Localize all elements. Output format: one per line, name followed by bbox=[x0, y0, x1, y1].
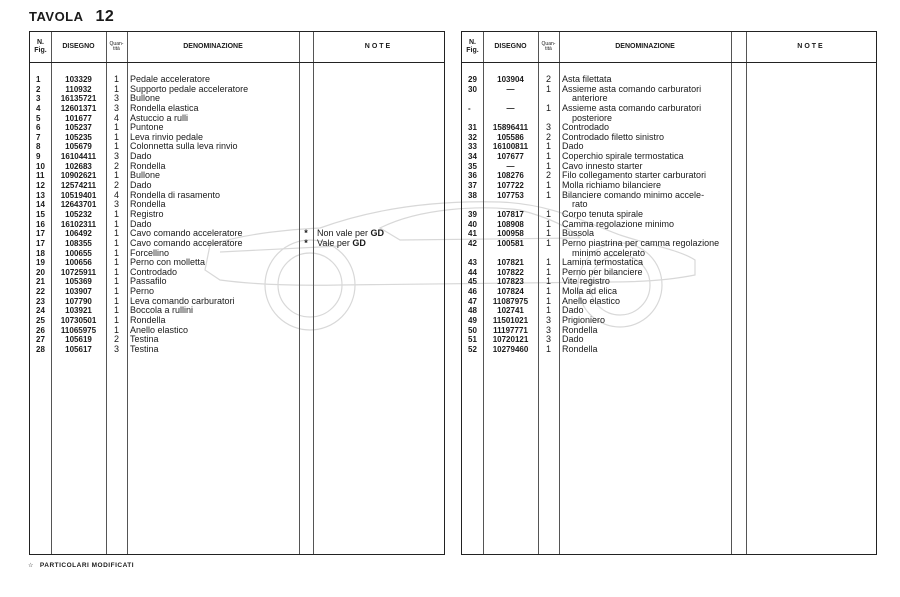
fig-cell: 30 bbox=[468, 84, 477, 94]
title-number: 12 bbox=[95, 8, 115, 25]
footer-legend bbox=[28, 562, 134, 569]
fig-cell: 41 bbox=[468, 229, 477, 239]
disegno-cell: 107822 bbox=[497, 267, 524, 277]
disegno-cell: 105235 bbox=[65, 132, 92, 142]
fig-cell: 32 bbox=[468, 132, 477, 142]
quantity-cell: 1 bbox=[545, 343, 551, 354]
disegno-cell: — bbox=[506, 103, 515, 113]
denominazione-cell: Rondella bbox=[130, 315, 166, 326]
disegno-cell: 108276 bbox=[497, 171, 524, 181]
denominazione-cell: Bullone bbox=[130, 170, 161, 181]
disegno-cell: 102683 bbox=[65, 161, 92, 171]
fig-cell: 1 bbox=[36, 75, 41, 84]
denominazione-cell: Dado bbox=[130, 151, 152, 162]
fig-cell: 33 bbox=[468, 142, 477, 152]
quantity-cell: 2 bbox=[545, 74, 551, 84]
header-note: NOTE bbox=[797, 43, 825, 50]
denominazione-cell: Dado bbox=[562, 141, 584, 152]
denominazione-cell: Perno piastrina per camma regolazione bbox=[562, 237, 720, 248]
quantity-cell: 1 bbox=[545, 276, 551, 287]
fig-cell: 17 bbox=[36, 238, 45, 248]
denominazione-cell: Corpo tenuta spirale bbox=[562, 208, 644, 219]
disegno-cell: 107817 bbox=[497, 209, 524, 219]
table-row bbox=[30, 114, 444, 124]
fig-cell: 15 bbox=[36, 209, 45, 219]
quantity-cell: 2 bbox=[113, 160, 119, 171]
quantity-cell: 1 bbox=[545, 180, 551, 191]
table-row bbox=[30, 210, 444, 220]
disegno-cell: 12601371 bbox=[60, 103, 97, 113]
fig-cell: 17 bbox=[36, 229, 45, 239]
table-row bbox=[30, 249, 444, 259]
denominazione-cell: Puntone bbox=[130, 122, 164, 133]
denominazione-cell: Cavo innesto starter bbox=[562, 160, 643, 171]
fig-cell: 24 bbox=[36, 306, 45, 316]
table-row bbox=[30, 287, 444, 297]
footer-text: PARTICOLARI MODIFICATI bbox=[39, 562, 135, 569]
quantity-cell: 1 bbox=[113, 218, 119, 229]
table-row bbox=[462, 258, 876, 268]
quantity-cell: 3 bbox=[545, 324, 551, 335]
table-row bbox=[462, 85, 876, 95]
table-row bbox=[30, 94, 444, 104]
denominazione-cell: Colonnetta sulla leva rinvio bbox=[130, 141, 238, 152]
quantity-cell: 1 bbox=[113, 266, 119, 277]
rows-left bbox=[30, 75, 444, 355]
denominazione-cell: Rondella bbox=[130, 199, 166, 210]
fig-cell: 7 bbox=[36, 132, 41, 142]
quantity-cell: 1 bbox=[545, 141, 551, 152]
star-icon: ☆ bbox=[28, 563, 34, 569]
denominazione-cell: Cavo comando acceleratore bbox=[130, 228, 243, 239]
fig-cell: 51 bbox=[468, 335, 477, 345]
table-row bbox=[30, 258, 444, 268]
disegno-cell: 107790 bbox=[65, 296, 92, 306]
disegno-cell: 102741 bbox=[497, 306, 524, 316]
table-row bbox=[462, 277, 876, 287]
quantity-cell: 1 bbox=[113, 295, 119, 306]
header-denominazione: DENOMINAZIONE bbox=[183, 43, 243, 50]
denominazione-cell: Rondella bbox=[130, 160, 166, 171]
fig-cell: 10 bbox=[36, 161, 45, 171]
fig-cell: 5 bbox=[36, 113, 41, 123]
disegno-cell: 107753 bbox=[497, 190, 524, 200]
quantity-cell: 1 bbox=[113, 324, 119, 335]
quantity-cell: 1 bbox=[113, 315, 119, 326]
denominazione-cell: Coperchio spirale termostatica bbox=[562, 151, 684, 162]
fig-cell: 18 bbox=[36, 248, 45, 258]
denominazione-cell: rato bbox=[572, 199, 588, 210]
fig-cell: 47 bbox=[468, 296, 477, 306]
disegno-cell: 11197771 bbox=[493, 325, 528, 335]
denominazione-cell: Assieme asta comando carburatori bbox=[562, 83, 702, 94]
fig-cell: 23 bbox=[36, 296, 45, 306]
disegno-cell: 16100811 bbox=[492, 142, 529, 152]
denominazione-cell: Perno con molletta bbox=[130, 257, 206, 268]
table-row bbox=[30, 268, 444, 278]
fig-cell: 14 bbox=[36, 200, 45, 210]
table-row bbox=[30, 181, 444, 191]
disegno-cell: 107823 bbox=[497, 277, 524, 287]
fig-cell: 48 bbox=[468, 306, 477, 316]
disegno-cell: 103921 bbox=[65, 306, 92, 316]
denominazione-cell: Dado bbox=[130, 218, 152, 229]
disegno-cell: — bbox=[506, 84, 515, 94]
table-row bbox=[30, 335, 444, 345]
table-row bbox=[462, 239, 876, 249]
quantity-cell: 4 bbox=[113, 112, 119, 123]
table-row bbox=[462, 220, 876, 230]
disegno-cell: 108355 bbox=[65, 238, 92, 248]
header-fig: N. Fig. bbox=[466, 39, 479, 54]
denominazione-cell: Boccola a rullini bbox=[130, 305, 194, 316]
disegno-cell: 108908 bbox=[497, 219, 524, 229]
denominazione-cell: Rondella di rasamento bbox=[130, 189, 221, 200]
denominazione-cell: Vite registro bbox=[562, 276, 610, 287]
quantity-cell: 3 bbox=[545, 122, 551, 133]
fig-cell: 20 bbox=[36, 267, 45, 277]
fig-cell: 34 bbox=[468, 152, 477, 162]
quantity-cell: 1 bbox=[545, 295, 551, 306]
table-row bbox=[462, 123, 876, 133]
quantity-cell: 3 bbox=[113, 343, 119, 354]
denominazione-cell: Molla richiamo bilanciere bbox=[562, 180, 662, 191]
fig-cell: 49 bbox=[468, 316, 477, 326]
table-row bbox=[30, 123, 444, 133]
fig-cell: 52 bbox=[468, 344, 477, 354]
denominazione-cell: Filo collegamento starter carburatori bbox=[562, 170, 707, 181]
disegno-cell: 11087975 bbox=[492, 296, 529, 306]
denominazione-cell: Bilanciere comando minimo accele- bbox=[562, 189, 705, 200]
fig-cell: 4 bbox=[36, 103, 41, 113]
disegno-cell: 105237 bbox=[65, 123, 92, 133]
table-row bbox=[462, 297, 876, 307]
disegno-cell: 10720121 bbox=[492, 335, 529, 345]
parts-table-right bbox=[461, 31, 877, 555]
disegno-cell: 105679 bbox=[65, 142, 92, 152]
denominazione-cell: Asta filettata bbox=[562, 74, 612, 84]
disegno-cell: 16135721 bbox=[60, 94, 97, 104]
fig-cell: 38 bbox=[468, 190, 477, 200]
denominazione-cell: Dado bbox=[562, 334, 584, 345]
disegno-cell: 10730501 bbox=[60, 316, 97, 326]
quantity-cell: 1 bbox=[545, 228, 551, 239]
modified-star-cell: * bbox=[304, 237, 308, 248]
denominazione-cell: minimo accelerato bbox=[572, 247, 646, 258]
disegno-cell: 105619 bbox=[65, 335, 92, 345]
fig-cell: 13 bbox=[36, 190, 45, 200]
disegno-cell: 103907 bbox=[65, 287, 92, 297]
quantity-cell: 2 bbox=[113, 334, 119, 345]
disegno-cell: 100656 bbox=[65, 258, 92, 268]
page-title bbox=[29, 8, 114, 26]
header-quantita: Quan- tità bbox=[541, 41, 556, 52]
header-note: NOTE bbox=[364, 43, 393, 50]
denominazione-cell: Passafilo bbox=[130, 276, 167, 287]
denominazione-cell: Lamina termostatica bbox=[562, 257, 644, 268]
table-row bbox=[462, 133, 876, 143]
fig-cell: 19 bbox=[36, 258, 45, 268]
disegno-cell: 107824 bbox=[497, 287, 524, 297]
quantity-cell: 1 bbox=[113, 83, 119, 94]
denominazione-cell: Testina bbox=[130, 343, 159, 354]
denominazione-cell: Rondella bbox=[562, 324, 598, 335]
rows-right bbox=[462, 75, 876, 355]
disegno-cell: 105586 bbox=[497, 132, 524, 142]
denominazione-cell: Assieme asta comando carburatori bbox=[562, 102, 702, 113]
denominazione-cell: Camma regolazione minimo bbox=[562, 218, 675, 229]
fig-cell: 22 bbox=[36, 287, 45, 297]
table-row bbox=[462, 104, 876, 114]
table-row bbox=[462, 326, 876, 336]
table-row bbox=[30, 239, 444, 249]
quantity-cell: 1 bbox=[545, 208, 551, 219]
fig-cell: 36 bbox=[468, 171, 477, 181]
fig-cell: 28 bbox=[36, 344, 45, 354]
disegno-cell: 10902621 bbox=[60, 171, 97, 181]
quantity-cell: 3 bbox=[113, 199, 119, 210]
table-row bbox=[30, 104, 444, 114]
table-row bbox=[30, 345, 444, 355]
disegno-cell: 110932 bbox=[65, 84, 92, 94]
fig-cell: 11 bbox=[36, 171, 45, 181]
quantity-cell: 3 bbox=[545, 315, 551, 326]
table-row bbox=[30, 85, 444, 95]
table-row bbox=[462, 268, 876, 278]
note-cell: Vale per GD bbox=[317, 237, 366, 248]
denominazione-cell: Controdado filetto sinistro bbox=[562, 131, 665, 142]
table-row bbox=[462, 191, 876, 201]
header-disegno: DISEGNO bbox=[62, 43, 95, 50]
disegno-cell: 12643701 bbox=[60, 200, 97, 210]
table-row bbox=[462, 200, 876, 210]
quantity-cell: 1 bbox=[545, 266, 551, 277]
denominazione-cell: Prigioniero bbox=[562, 315, 606, 326]
fig-cell: 46 bbox=[468, 287, 477, 297]
quantity-cell: 1 bbox=[113, 170, 119, 181]
denominazione-cell: Anello elastico bbox=[130, 324, 189, 335]
quantity-cell: 1 bbox=[545, 102, 551, 113]
disegno-cell: 10279460 bbox=[492, 344, 529, 354]
table-row bbox=[30, 277, 444, 287]
fig-cell: 27 bbox=[36, 335, 45, 345]
fig-cell: 31 bbox=[468, 123, 477, 133]
fig-cell: 39 bbox=[468, 209, 477, 219]
denominazione-cell: Testina bbox=[130, 334, 159, 345]
denominazione-cell: Perno bbox=[130, 286, 155, 297]
table-row bbox=[462, 335, 876, 345]
denominazione-cell: Anello elastico bbox=[562, 295, 621, 306]
denominazione-cell: Supporto pedale acceleratore bbox=[130, 83, 249, 94]
fig-cell: 3 bbox=[36, 94, 41, 104]
disegno-cell: 107677 bbox=[497, 152, 524, 162]
denominazione-cell: Registro bbox=[130, 208, 164, 219]
disegno-cell: 105369 bbox=[65, 277, 92, 287]
note-cell: Non vale per GD bbox=[317, 228, 385, 239]
disegno-cell: 101677 bbox=[65, 113, 92, 123]
quantity-cell: 2 bbox=[113, 180, 119, 191]
disegno-cell: 105232 bbox=[65, 209, 92, 219]
quantity-cell: 1 bbox=[113, 228, 119, 239]
denominazione-cell: Molla ad elica bbox=[562, 286, 618, 297]
fig-cell: 40 bbox=[468, 219, 477, 229]
quantity-cell: 1 bbox=[545, 151, 551, 162]
table-row bbox=[30, 316, 444, 326]
denominazione-cell: Rondella bbox=[562, 343, 598, 354]
disegno-cell: 16102311 bbox=[60, 219, 97, 229]
table-row bbox=[30, 297, 444, 307]
denominazione-cell: Bussola bbox=[562, 228, 595, 239]
fig-cell: 50 bbox=[468, 325, 477, 335]
fig-cell: 6 bbox=[36, 123, 41, 133]
table-row bbox=[462, 114, 876, 124]
denominazione-cell: Rondella elastica bbox=[130, 102, 199, 113]
table-row bbox=[30, 152, 444, 162]
header-fig: N. Fig. bbox=[34, 39, 47, 54]
quantity-cell: 1 bbox=[545, 286, 551, 297]
table-row bbox=[462, 316, 876, 326]
disegno-cell: 11065975 bbox=[60, 325, 97, 335]
fig-cell: 45 bbox=[468, 277, 477, 287]
table-row bbox=[462, 287, 876, 297]
denominazione-cell: Astuccio a rulli bbox=[130, 112, 189, 123]
fig-cell: 44 bbox=[468, 267, 477, 277]
quantity-cell: 1 bbox=[113, 131, 119, 142]
fig-cell: 37 bbox=[468, 181, 477, 191]
quantity-cell: 1 bbox=[545, 218, 551, 229]
table-row bbox=[462, 345, 876, 355]
quantity-cell: 1 bbox=[545, 237, 551, 248]
quantity-cell: 2 bbox=[545, 170, 551, 181]
table-row bbox=[462, 249, 876, 259]
fig-cell: 43 bbox=[468, 258, 477, 268]
disegno-cell: 106492 bbox=[65, 229, 92, 239]
table-row bbox=[30, 142, 444, 152]
quantity-cell: 1 bbox=[113, 208, 119, 219]
title-label: TAVOLA bbox=[29, 9, 84, 24]
modified-star-cell: * bbox=[304, 228, 308, 239]
disegno-cell: 10725911 bbox=[60, 267, 97, 277]
quantity-cell: 3 bbox=[545, 334, 551, 345]
quantity-cell: 4 bbox=[113, 189, 119, 200]
disegno-cell: 107821 bbox=[497, 258, 524, 268]
disegno-cell: 105617 bbox=[65, 344, 92, 354]
quantity-cell: 3 bbox=[113, 151, 119, 162]
quantity-cell: 1 bbox=[545, 257, 551, 268]
table-row bbox=[30, 171, 444, 181]
quantity-cell: 1 bbox=[545, 160, 551, 171]
fig-cell: 25 bbox=[36, 316, 45, 326]
disegno-cell: 12574211 bbox=[60, 181, 97, 191]
denominazione-cell: Dado bbox=[130, 180, 152, 191]
quantity-cell: 1 bbox=[113, 122, 119, 133]
disegno-cell: 103904 bbox=[497, 75, 524, 84]
table-row bbox=[30, 162, 444, 172]
quantity-cell: 1 bbox=[113, 276, 119, 287]
disegno-cell: 103329 bbox=[65, 75, 92, 84]
disegno-cell: 16104411 bbox=[60, 152, 97, 162]
table-row bbox=[462, 306, 876, 316]
fig-cell: 35 bbox=[468, 161, 477, 171]
denominazione-cell: Dado bbox=[562, 305, 584, 316]
quantity-cell: 3 bbox=[113, 93, 119, 104]
table-row bbox=[462, 152, 876, 162]
disegno-cell: 100655 bbox=[65, 248, 92, 258]
denominazione-cell: Pedale acceleratore bbox=[130, 74, 211, 84]
table-row bbox=[462, 171, 876, 181]
denominazione-cell: Cavo comando acceleratore bbox=[130, 237, 243, 248]
quantity-cell: 1 bbox=[545, 305, 551, 316]
parts-table-left bbox=[29, 31, 445, 555]
denominazione-cell: Controdado bbox=[562, 122, 610, 133]
disegno-cell: — bbox=[506, 161, 515, 171]
denominazione-cell: Leva comando carburatori bbox=[130, 295, 235, 306]
table-row bbox=[30, 326, 444, 336]
header-disegno: DISEGNO bbox=[494, 43, 527, 50]
denominazione-cell: Controdado bbox=[130, 266, 178, 277]
denominazione-cell: posteriore bbox=[572, 112, 613, 123]
denominazione-cell: anteriore bbox=[572, 93, 608, 104]
quantity-cell: 1 bbox=[113, 74, 119, 84]
fig-cell: 12 bbox=[36, 181, 45, 191]
quantity-cell: 1 bbox=[113, 257, 119, 268]
fig-cell: 9 bbox=[36, 152, 41, 162]
fig-cell: 26 bbox=[36, 325, 45, 335]
header-denominazione: DENOMINAZIONE bbox=[615, 43, 675, 50]
denominazione-cell: Forcellino bbox=[130, 247, 170, 258]
header-quantita: Quan- tità bbox=[109, 41, 124, 52]
fig-cell: 42 bbox=[468, 238, 477, 248]
table-row bbox=[30, 200, 444, 210]
disegno-cell: 100581 bbox=[497, 238, 524, 248]
fig-cell: - bbox=[468, 103, 471, 113]
quantity-cell: 1 bbox=[545, 189, 551, 200]
disegno-cell: 100958 bbox=[497, 229, 524, 239]
quantity-cell: 1 bbox=[113, 141, 119, 152]
disegno-cell: 15896411 bbox=[492, 123, 529, 133]
quantity-cell: 1 bbox=[113, 286, 119, 297]
fig-cell: 21 bbox=[36, 277, 45, 287]
table-row bbox=[30, 306, 444, 316]
denominazione-cell: Perno per bilanciere bbox=[562, 266, 643, 277]
quantity-cell: 2 bbox=[545, 131, 551, 142]
disegno-cell: 10519401 bbox=[60, 190, 97, 200]
fig-cell: 29 bbox=[468, 75, 477, 84]
quantity-cell: 1 bbox=[545, 83, 551, 94]
denominazione-cell: Leva rinvio pedale bbox=[130, 131, 204, 142]
disegno-cell: 11501021 bbox=[492, 316, 529, 326]
fig-cell: 8 bbox=[36, 142, 41, 152]
quantity-cell: 3 bbox=[113, 102, 119, 113]
table-row bbox=[30, 191, 444, 201]
fig-cell: 2 bbox=[36, 84, 41, 94]
quantity-cell: 1 bbox=[113, 247, 119, 258]
fig-cell: 16 bbox=[36, 219, 45, 229]
disegno-cell: 107722 bbox=[497, 181, 524, 191]
denominazione-cell: Bullone bbox=[130, 93, 161, 104]
quantity-cell: 1 bbox=[113, 305, 119, 316]
quantity-cell: 1 bbox=[113, 237, 119, 248]
